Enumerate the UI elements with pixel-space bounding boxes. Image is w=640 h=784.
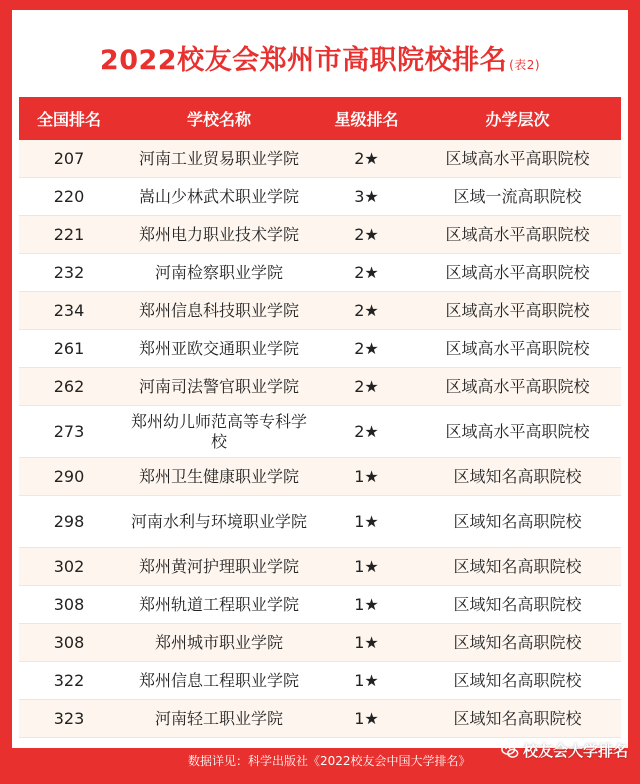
rank-cell: 298 bbox=[19, 496, 119, 548]
star-rating-cell: 2★ bbox=[319, 368, 414, 406]
table-row bbox=[19, 700, 621, 738]
rank-cell: 220 bbox=[19, 178, 119, 216]
school-name-cell: 郑州亚欧交通职业学院 bbox=[119, 330, 319, 368]
source-note: 数据详见：科学出版社《2022校友会中国大学排名》 bbox=[188, 754, 471, 768]
table-header-row bbox=[19, 97, 621, 140]
star-rating-cell: 2★ bbox=[319, 216, 414, 254]
school-level-cell: 区域高水平高职院校 bbox=[414, 254, 621, 292]
star-rating-cell: 2★ bbox=[319, 254, 414, 292]
page-title bbox=[12, 38, 628, 77]
table-row bbox=[19, 406, 621, 458]
school-name-cell: 郑州幼儿师范高等专科学校 bbox=[119, 406, 319, 458]
rank-cell: 308 bbox=[19, 586, 119, 624]
star-rating-cell: 1★ bbox=[319, 662, 414, 700]
school-name-cell: 河南检察职业学院 bbox=[119, 254, 319, 292]
table-row bbox=[19, 178, 621, 216]
rank-cell: 234 bbox=[19, 292, 119, 330]
footer bbox=[0, 742, 640, 784]
ranking-table bbox=[19, 97, 621, 738]
rank-cell: 322 bbox=[19, 662, 119, 700]
table-row bbox=[19, 496, 621, 548]
star-rating-cell: 1★ bbox=[319, 624, 414, 662]
star-rating-cell: 1★ bbox=[319, 586, 414, 624]
rank-cell: 302 bbox=[19, 548, 119, 586]
table-row bbox=[19, 292, 621, 330]
star-rating-cell: 2★ bbox=[319, 406, 414, 458]
school-level-cell: 区域知名高职院校 bbox=[414, 548, 621, 586]
school-level-cell: 区域一流高职院校 bbox=[414, 178, 621, 216]
column-header-rank: 全国排名 bbox=[19, 97, 119, 140]
title-note: (表2) bbox=[509, 58, 541, 72]
rank-cell: 221 bbox=[19, 216, 119, 254]
star-rating-cell: 2★ bbox=[319, 330, 414, 368]
star-rating-cell: 1★ bbox=[319, 700, 414, 738]
table-row bbox=[19, 548, 621, 586]
school-level-cell: 区域知名高职院校 bbox=[414, 496, 621, 548]
star-rating-cell: 2★ bbox=[319, 140, 414, 178]
school-level-cell: 区域高水平高职院校 bbox=[414, 368, 621, 406]
rank-cell: 262 bbox=[19, 368, 119, 406]
rank-cell: 273 bbox=[19, 406, 119, 458]
table-row bbox=[19, 140, 621, 178]
watermark bbox=[501, 740, 628, 761]
school-level-cell: 区域知名高职院校 bbox=[414, 700, 621, 738]
table-row bbox=[19, 586, 621, 624]
column-header-level: 办学层次 bbox=[414, 97, 621, 140]
school-level-cell: 区域高水平高职院校 bbox=[414, 216, 621, 254]
rank-cell: 308 bbox=[19, 624, 119, 662]
rank-cell: 207 bbox=[19, 140, 119, 178]
school-level-cell: 区域知名高职院校 bbox=[414, 458, 621, 496]
school-level-cell: 区域知名高职院校 bbox=[414, 662, 621, 700]
star-rating-cell: 2★ bbox=[319, 292, 414, 330]
school-name-cell: 河南轻工职业学院 bbox=[119, 700, 319, 738]
school-name-cell: 郑州黄河护理职业学院 bbox=[119, 548, 319, 586]
ranking-card bbox=[12, 10, 628, 748]
school-level-cell: 区域高水平高职院校 bbox=[414, 140, 621, 178]
star-rating-cell: 1★ bbox=[319, 548, 414, 586]
rank-cell: 232 bbox=[19, 254, 119, 292]
table-row bbox=[19, 624, 621, 662]
star-rating-cell: 1★ bbox=[319, 458, 414, 496]
table-row bbox=[19, 458, 621, 496]
column-header-star: 星级排名 bbox=[319, 97, 414, 140]
school-name-cell: 郑州卫生健康职业学院 bbox=[119, 458, 319, 496]
rank-cell: 323 bbox=[19, 700, 119, 738]
school-name-cell: 郑州信息科技职业学院 bbox=[119, 292, 319, 330]
school-name-cell: 郑州轨道工程职业学院 bbox=[119, 586, 319, 624]
school-name-cell: 河南工业贸易职业学院 bbox=[119, 140, 319, 178]
school-level-cell: 区域高水平高职院校 bbox=[414, 406, 621, 458]
school-name-cell: 郑州电力职业技术学院 bbox=[119, 216, 319, 254]
school-name-cell: 河南司法警官职业学院 bbox=[119, 368, 319, 406]
column-header-school: 学校名称 bbox=[119, 97, 319, 140]
table-row bbox=[19, 254, 621, 292]
table-row bbox=[19, 330, 621, 368]
school-level-cell: 区域高水平高职院校 bbox=[414, 292, 621, 330]
table-row bbox=[19, 216, 621, 254]
table-row bbox=[19, 368, 621, 406]
school-name-cell: 嵩山少林武术职业学院 bbox=[119, 178, 319, 216]
school-level-cell: 区域知名高职院校 bbox=[414, 624, 621, 662]
rank-cell: 261 bbox=[19, 330, 119, 368]
star-rating-cell: 3★ bbox=[319, 178, 414, 216]
school-name-cell: 河南水利与环境职业学院 bbox=[119, 496, 319, 548]
school-name-cell: 郑州信息工程职业学院 bbox=[119, 662, 319, 700]
watermark-text: 校友会大学排名 bbox=[522, 742, 628, 760]
title-text: 2022校友会郑州市高职院校排名 bbox=[99, 45, 508, 76]
school-level-cell: 区域高水平高职院校 bbox=[414, 330, 621, 368]
rank-cell: 290 bbox=[19, 458, 119, 496]
table-row bbox=[19, 662, 621, 700]
school-level-cell: 区域知名高职院校 bbox=[414, 586, 621, 624]
star-rating-cell: 1★ bbox=[319, 496, 414, 548]
wechat-icon bbox=[501, 742, 519, 760]
school-name-cell: 郑州城市职业学院 bbox=[119, 624, 319, 662]
